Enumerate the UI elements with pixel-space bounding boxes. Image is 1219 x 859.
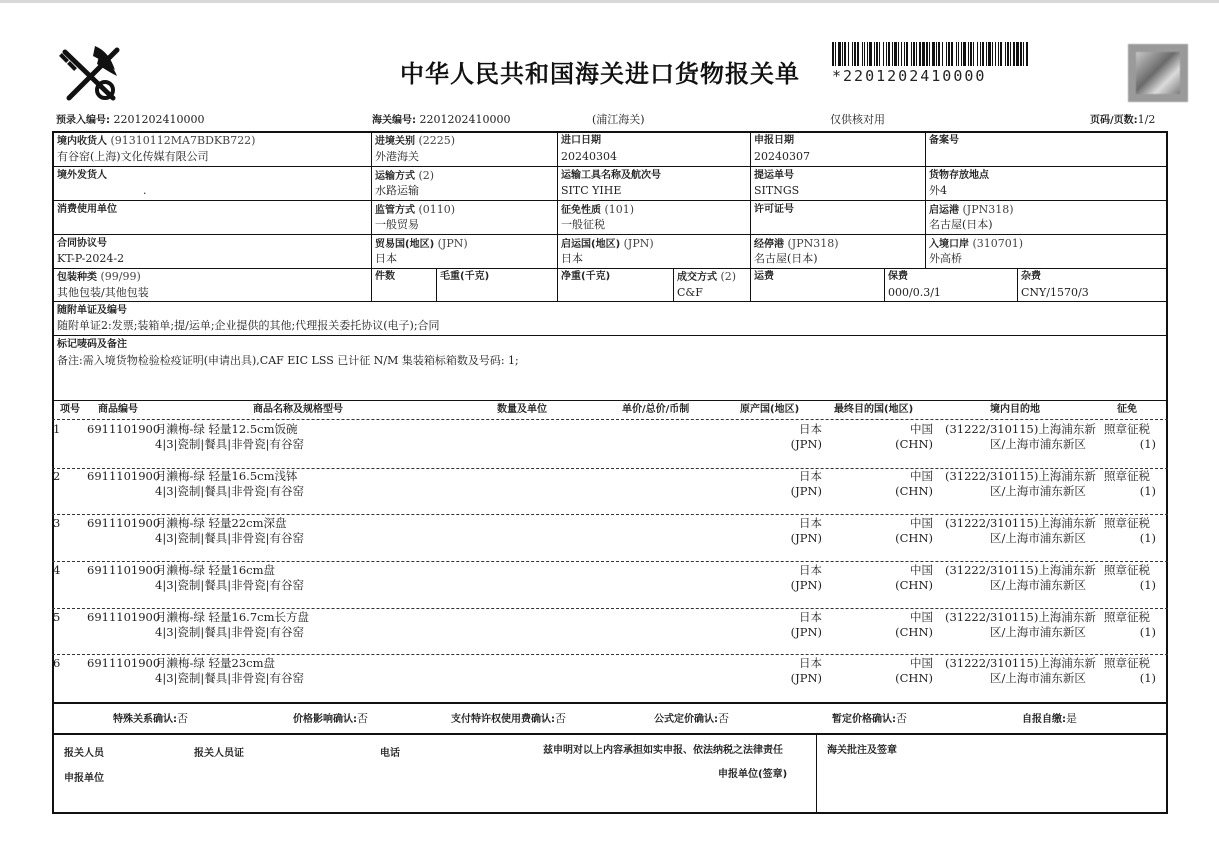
vessel-value: SITC YIHE — [561, 184, 622, 197]
item-destination-code: (CHN) — [895, 531, 933, 545]
items-header-domestic: 境内目的地 — [990, 404, 1040, 415]
item-origin-code: (JPN) — [790, 671, 822, 685]
transport-mode-value: 水路运输 — [375, 184, 419, 197]
item-destination-code: (CHN) — [895, 437, 933, 451]
package-field: 包装种类 (99/99) — [57, 270, 141, 283]
marks-label: 标记唛码及备注 — [57, 339, 127, 350]
document-title: 中华人民共和国海关进口货物报关单 — [400, 60, 800, 88]
items-header-levy: 征免 — [1117, 404, 1137, 415]
item-spec: 4|3|瓷制|餐具|非骨瓷|有谷窑 — [155, 531, 305, 545]
item-levy-line1: 照章征税 — [1104, 469, 1150, 483]
declare-date-value: 20240307 — [754, 150, 810, 163]
items-header-price: 单价/总价/币制 — [622, 404, 690, 415]
item-origin-code: (JPN) — [790, 625, 822, 639]
item-destination: 中国 — [910, 469, 933, 483]
docs-value: 随附单证2:发票;装箱单;提/运单;企业提供的其他;代理报关委托协议(电子);合同 — [57, 319, 440, 332]
net-weight-label: 净重(千克) — [561, 271, 611, 282]
item-destination-code: (CHN) — [895, 484, 933, 498]
item-no: 3 — [53, 516, 61, 530]
item-no: 5 — [53, 610, 61, 624]
item-levy-line2: (1) — [1139, 531, 1156, 545]
item-origin: 日本 — [799, 516, 822, 530]
origin-country-field: 启运国(地区) (JPN) — [561, 237, 654, 250]
entry-point-field: 入境口岸 (310701) — [929, 237, 1024, 250]
confirm-provisional: 暂定价格确认:否 — [832, 712, 907, 725]
origin-country-value: 日本 — [561, 252, 583, 265]
footer-declarant-cert: 报关人员证 — [194, 748, 244, 759]
item-origin: 日本 — [799, 656, 822, 670]
item-domestic-line2: 区/上海市浦东新区 — [990, 484, 1086, 498]
item-destination: 中国 — [910, 563, 933, 577]
item-destination: 中国 — [910, 516, 933, 530]
item-levy-line2: (1) — [1139, 484, 1156, 498]
footer-phone: 电话 — [380, 748, 400, 759]
item-code: 6911101900 — [87, 422, 161, 436]
item-no: 4 — [53, 563, 61, 577]
item-code: 6911101900 — [87, 469, 161, 483]
insurance-value: 000/0.3/1 — [888, 286, 941, 299]
item-name: 月濑梅-绿 轻量22cm深盘 — [155, 516, 287, 530]
misc-label: 杂费 — [1021, 271, 1041, 282]
item-no: 6 — [53, 656, 61, 670]
item-code: 6911101900 — [87, 656, 161, 670]
confirm-self-pay: 自报自缴:是 — [1022, 712, 1077, 725]
package-value: 其他包装/其他包装 — [57, 286, 149, 299]
items-header-no: 项号 — [60, 404, 80, 415]
entry-port-field: 进境关别 (2225) — [375, 134, 456, 147]
item-origin-code: (JPN) — [790, 437, 822, 451]
item-domestic-line1: (31222/310115)上海浦东新 — [945, 422, 1096, 436]
items-header-code: 商品编号 — [98, 404, 138, 415]
import-date-label: 进口日期 — [561, 135, 601, 146]
item-domestic-line1: (31222/310115)上海浦东新 — [945, 516, 1096, 530]
docs-label: 随附单证及编号 — [57, 305, 127, 316]
footer-declare-unit: 申报单位 — [64, 773, 104, 784]
item-destination: 中国 — [910, 422, 933, 436]
marks-value: 备注:需入境货物检验检疫证明(申请出具),CAF EIC LSS 已计征 N/M 集装箱标箱数及号码: 1; — [57, 354, 519, 367]
item-domestic-line2: 区/上海市浦东新区 — [990, 671, 1086, 685]
dep-port-value: 名古屋(日本) — [929, 218, 993, 231]
barcode — [832, 42, 1028, 66]
supervision-value: 一般贸易 — [375, 218, 419, 231]
storage-label: 货物存放地点 — [929, 170, 989, 181]
pre-entry-number: 预录入编号: 2201202410000 — [56, 113, 205, 126]
item-spec: 4|3|瓷制|餐具|非骨瓷|有谷窑 — [155, 578, 305, 592]
item-origin-code: (JPN) — [790, 484, 822, 498]
record-no-label: 备案号 — [929, 135, 959, 146]
item-destination-code: (CHN) — [895, 578, 933, 592]
misc-value: CNY/1570/3 — [1021, 286, 1089, 299]
license-label: 许可证号 — [754, 204, 794, 215]
item-origin: 日本 — [799, 469, 822, 483]
declare-date-label: 申报日期 — [754, 135, 794, 146]
item-name: 月濑梅-绿 轻量16.7cm长方盘 — [155, 610, 309, 624]
items-header-origin: 原产国(地区) — [740, 404, 800, 415]
footer-declare-seal: 申报单位(签章) — [718, 769, 788, 780]
item-code: 6911101900 — [87, 563, 161, 577]
item-levy-line1: 照章征税 — [1104, 516, 1150, 530]
item-destination: 中国 — [910, 610, 933, 624]
transport-mode-field: 运输方式 (2) — [375, 169, 435, 182]
pieces-label: 件数 — [375, 271, 395, 282]
trade-country-value: 日本 — [375, 252, 397, 265]
item-domestic-line2: 区/上海市浦东新区 — [990, 625, 1086, 639]
item-no: 2 — [53, 469, 61, 483]
item-code: 6911101900 — [87, 610, 161, 624]
deal-field: 成交方式 (2) — [677, 270, 737, 283]
item-origin: 日本 — [799, 610, 822, 624]
item-name: 月濑梅-绿 轻量16cm盘 — [155, 563, 276, 577]
item-destination-code: (CHN) — [895, 625, 933, 639]
transit-port-field: 经停港 (JPN318) — [754, 237, 839, 250]
item-domestic-line2: 区/上海市浦东新区 — [990, 578, 1086, 592]
item-name: 月濑梅-绿 轻量12.5cm饭碗 — [155, 422, 298, 436]
item-domestic-line2: 区/上海市浦东新区 — [990, 531, 1086, 545]
levy-value: 一般征税 — [561, 218, 605, 231]
item-levy-line1: 照章征税 — [1104, 610, 1150, 624]
contract-label: 合同协议号 — [57, 238, 107, 249]
items-header-destination: 最终目的国(地区) — [834, 404, 914, 415]
item-origin-code: (JPN) — [790, 531, 822, 545]
footer-statement: 兹申明对以上内容承担如实申报、依法纳税之法律责任 — [543, 745, 783, 756]
item-domestic-line1: (31222/310115)上海浦东新 — [945, 610, 1096, 624]
item-spec: 4|3|瓷制|餐具|非骨瓷|有谷窑 — [155, 671, 305, 685]
deal-value: C&F — [677, 286, 703, 299]
items-header-name: 商品名称及规格型号 — [253, 404, 343, 415]
entry-point-value: 外高桥 — [929, 252, 962, 265]
item-origin: 日本 — [799, 563, 822, 577]
contract-value: KT-P-2024-2 — [57, 252, 125, 265]
confirm-price: 价格影响确认:否 — [293, 712, 368, 725]
consignee-name: 有谷窑(上海)文化传媒有限公司 — [57, 150, 209, 163]
item-origin-code: (JPN) — [790, 578, 822, 592]
page-number: 页码/页数:1/2 — [1090, 113, 1156, 126]
item-spec: 4|3|瓷制|餐具|非骨瓷|有谷窑 — [155, 437, 305, 451]
item-origin: 日本 — [799, 422, 822, 436]
item-levy-line1: 照章征税 — [1104, 656, 1150, 670]
dep-port-field: 启运港 (JPN318) — [929, 203, 1014, 216]
vessel-label: 运输工具名称及航次号 — [561, 170, 661, 181]
item-levy-line2: (1) — [1139, 671, 1156, 685]
confirm-royalty: 支付特许权使用费确认:否 — [451, 712, 566, 725]
consignee-field: 境内收货人 (91310112MA7BDKB722) — [57, 134, 256, 147]
item-levy-line2: (1) — [1139, 437, 1156, 451]
item-code: 6911101900 — [87, 516, 161, 530]
item-destination: 中国 — [910, 656, 933, 670]
item-levy-line1: 照章征税 — [1104, 563, 1150, 577]
item-levy-line2: (1) — [1139, 625, 1156, 639]
item-domestic-line1: (31222/310115)上海浦东新 — [945, 563, 1096, 577]
freight-label: 运费 — [754, 271, 774, 282]
item-destination-code: (CHN) — [895, 671, 933, 685]
overseas-shipper-value: . — [143, 184, 147, 197]
footer-customs-approval: 海关批注及签章 — [827, 745, 897, 756]
item-domestic-line2: 区/上海市浦东新区 — [990, 437, 1086, 451]
item-domestic-line1: (31222/310115)上海浦东新 — [945, 656, 1096, 670]
item-no: 1 — [53, 422, 61, 436]
item-levy-line1: 照章征税 — [1104, 422, 1150, 436]
bill-label: 提运单号 — [754, 170, 794, 181]
qr-code-blurred — [1128, 44, 1188, 102]
confirm-formula: 公式定价确认:否 — [654, 712, 729, 725]
bill-value: SITNGS — [754, 184, 800, 197]
gross-weight-label: 毛重(千克) — [440, 271, 490, 282]
customs-number: 海关编号: 2201202410000 — [372, 113, 511, 126]
barcode-number: *2201202410000 — [832, 67, 987, 85]
item-name: 月濑梅-绿 轻量23cm盘 — [155, 656, 276, 670]
insurance-label: 保费 — [888, 271, 908, 282]
item-spec: 4|3|瓷制|餐具|非骨瓷|有谷窑 — [155, 625, 305, 639]
supervision-field: 监管方式 (0110) — [375, 203, 456, 216]
import-date-value: 20240304 — [561, 150, 617, 163]
item-domestic-line1: (31222/310115)上海浦东新 — [945, 469, 1096, 483]
storage-value: 外4 — [929, 184, 947, 197]
entry-port-value: 外港海关 — [375, 150, 419, 163]
trade-country-field: 贸易国(地区) (JPN) — [375, 237, 468, 250]
item-spec: 4|3|瓷制|餐具|非骨瓷|有谷窑 — [155, 484, 305, 498]
overseas-shipper-label: 境外发货人 — [57, 170, 107, 181]
transit-port-value: 名古屋(日本) — [754, 252, 818, 265]
verify-note: 仅供核对用 — [830, 113, 885, 126]
item-levy-line2: (1) — [1139, 578, 1156, 592]
customs-emblem-icon — [55, 42, 127, 104]
footer-declarant: 报关人员 — [64, 748, 104, 759]
items-header-qty: 数量及单位 — [497, 404, 547, 415]
customs-office: (浦江海关) — [592, 113, 645, 126]
consumer-label: 消费使用单位 — [57, 204, 117, 215]
levy-field: 征免性质 (101) — [561, 203, 635, 216]
confirm-special: 特殊关系确认:否 — [113, 712, 188, 725]
top-border-strip — [0, 0, 1219, 3]
item-name: 月濑梅-绿 轻量16.5cm浅钵 — [155, 469, 298, 483]
